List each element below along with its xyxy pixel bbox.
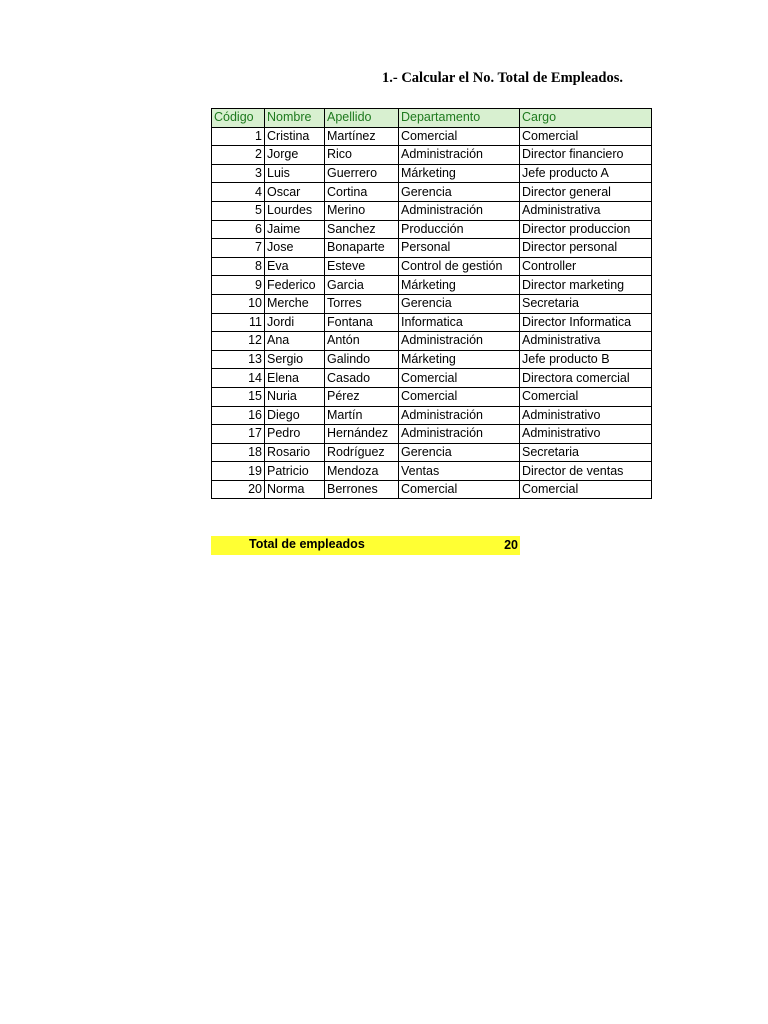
- cell-apellido: Bonaparte: [325, 239, 399, 258]
- total-row: [211, 536, 520, 555]
- cell-codigo: 20: [212, 480, 265, 499]
- cell-cargo: Comercial: [520, 387, 652, 406]
- cell-apellido: Mendoza: [325, 462, 399, 481]
- cell-apellido: Galindo: [325, 350, 399, 369]
- cell-nombre: Ana: [265, 332, 325, 351]
- cell-apellido: Fontana: [325, 313, 399, 332]
- cell-codigo: 19: [212, 462, 265, 481]
- cell-cargo: Administrativo: [520, 425, 652, 444]
- table-row: [212, 313, 652, 332]
- total-value: 20: [504, 538, 518, 552]
- cell-apellido: Sanchez: [325, 220, 399, 239]
- cell-departamento: Márketing: [399, 164, 520, 183]
- cell-apellido: Cortina: [325, 183, 399, 202]
- cell-cargo: Comercial: [520, 127, 652, 146]
- cell-apellido: Rodríguez: [325, 443, 399, 462]
- cell-cargo: Administrativa: [520, 332, 652, 351]
- cell-cargo: Directora comercial: [520, 369, 652, 388]
- cell-apellido: Antón: [325, 332, 399, 351]
- cell-apellido: Esteve: [325, 257, 399, 276]
- header-cargo: Cargo: [520, 109, 652, 128]
- cell-departamento: Márketing: [399, 276, 520, 295]
- header-departamento: Departamento: [399, 109, 520, 128]
- cell-codigo: 1: [212, 127, 265, 146]
- table-body: [212, 127, 652, 499]
- cell-codigo: 9: [212, 276, 265, 295]
- cell-codigo: 10: [212, 294, 265, 313]
- table-row: [212, 387, 652, 406]
- cell-codigo: 15: [212, 387, 265, 406]
- cell-apellido: Casado: [325, 369, 399, 388]
- employees-table: [211, 108, 652, 499]
- table-row: [212, 257, 652, 276]
- cell-nombre: Jose: [265, 239, 325, 258]
- table-row: [212, 294, 652, 313]
- cell-nombre: Patricio: [265, 462, 325, 481]
- cell-nombre: Elena: [265, 369, 325, 388]
- cell-codigo: 8: [212, 257, 265, 276]
- cell-nombre: Jaime: [265, 220, 325, 239]
- table-row: [212, 201, 652, 220]
- cell-apellido: Merino: [325, 201, 399, 220]
- cell-departamento: Informatica: [399, 313, 520, 332]
- cell-nombre: Rosario: [265, 443, 325, 462]
- cell-codigo: 7: [212, 239, 265, 258]
- cell-codigo: 14: [212, 369, 265, 388]
- cell-apellido: Martín: [325, 406, 399, 425]
- cell-codigo: 17: [212, 425, 265, 444]
- cell-nombre: Jorge: [265, 146, 325, 165]
- cell-nombre: Federico: [265, 276, 325, 295]
- cell-departamento: Comercial: [399, 369, 520, 388]
- cell-departamento: Administración: [399, 406, 520, 425]
- cell-apellido: Martínez: [325, 127, 399, 146]
- cell-codigo: 16: [212, 406, 265, 425]
- cell-apellido: Rico: [325, 146, 399, 165]
- cell-codigo: 11: [212, 313, 265, 332]
- cell-nombre: Luis: [265, 164, 325, 183]
- cell-departamento: Comercial: [399, 480, 520, 499]
- cell-departamento: Personal: [399, 239, 520, 258]
- cell-departamento: Comercial: [399, 127, 520, 146]
- total-label: Total de empleados: [249, 537, 365, 551]
- cell-nombre: Pedro: [265, 425, 325, 444]
- cell-codigo: 5: [212, 201, 265, 220]
- cell-nombre: Lourdes: [265, 201, 325, 220]
- table-row: [212, 406, 652, 425]
- cell-departamento: Producción: [399, 220, 520, 239]
- cell-cargo: Director Informatica: [520, 313, 652, 332]
- cell-departamento: Gerencia: [399, 443, 520, 462]
- cell-departamento: Administración: [399, 425, 520, 444]
- cell-apellido: Torres: [325, 294, 399, 313]
- cell-cargo: Director produccion: [520, 220, 652, 239]
- table-row: [212, 239, 652, 258]
- table-row: [212, 276, 652, 295]
- table-row: [212, 425, 652, 444]
- table-row: [212, 127, 652, 146]
- cell-cargo: Administrativa: [520, 201, 652, 220]
- cell-codigo: 2: [212, 146, 265, 165]
- cell-departamento: Administración: [399, 146, 520, 165]
- cell-nombre: Nuria: [265, 387, 325, 406]
- cell-departamento: Ventas: [399, 462, 520, 481]
- cell-codigo: 13: [212, 350, 265, 369]
- cell-nombre: Oscar: [265, 183, 325, 202]
- cell-cargo: Secretaria: [520, 443, 652, 462]
- table-row: [212, 183, 652, 202]
- cell-cargo: Director de ventas: [520, 462, 652, 481]
- cell-cargo: Controller: [520, 257, 652, 276]
- cell-cargo: Director personal: [520, 239, 652, 258]
- table-row: [212, 146, 652, 165]
- cell-departamento: Administración: [399, 332, 520, 351]
- cell-cargo: Comercial: [520, 480, 652, 499]
- cell-apellido: Berrones: [325, 480, 399, 499]
- cell-cargo: Director marketing: [520, 276, 652, 295]
- table-row: [212, 220, 652, 239]
- header-nombre: Nombre: [265, 109, 325, 128]
- cell-apellido: Garcia: [325, 276, 399, 295]
- table-row: [212, 369, 652, 388]
- table-row: [212, 443, 652, 462]
- page-title: 1.- Calcular el No. Total de Empleados.: [382, 70, 624, 86]
- cell-cargo: Director general: [520, 183, 652, 202]
- table-row: [212, 480, 652, 499]
- table-row: [212, 350, 652, 369]
- cell-codigo: 12: [212, 332, 265, 351]
- cell-departamento: Control de gestión: [399, 257, 520, 276]
- cell-departamento: Gerencia: [399, 294, 520, 313]
- cell-cargo: Jefe producto B: [520, 350, 652, 369]
- cell-nombre: Cristina: [265, 127, 325, 146]
- cell-apellido: Hernández: [325, 425, 399, 444]
- cell-cargo: Administrativo: [520, 406, 652, 425]
- cell-apellido: Guerrero: [325, 164, 399, 183]
- cell-cargo: Director financiero: [520, 146, 652, 165]
- cell-apellido: Pérez: [325, 387, 399, 406]
- cell-nombre: Sergio: [265, 350, 325, 369]
- cell-departamento: Comercial: [399, 387, 520, 406]
- table-row: [212, 332, 652, 351]
- table-row: [212, 462, 652, 481]
- cell-codigo: 6: [212, 220, 265, 239]
- cell-departamento: Gerencia: [399, 183, 520, 202]
- cell-nombre: Norma: [265, 480, 325, 499]
- header-codigo: Código: [212, 109, 265, 128]
- cell-nombre: Merche: [265, 294, 325, 313]
- cell-nombre: Jordi: [265, 313, 325, 332]
- cell-nombre: Diego: [265, 406, 325, 425]
- cell-codigo: 18: [212, 443, 265, 462]
- header-apellido: Apellido: [325, 109, 399, 128]
- cell-codigo: 4: [212, 183, 265, 202]
- cell-departamento: Márketing: [399, 350, 520, 369]
- table-header-row: [212, 109, 652, 128]
- table-row: [212, 164, 652, 183]
- cell-cargo: Secretaria: [520, 294, 652, 313]
- cell-codigo: 3: [212, 164, 265, 183]
- cell-cargo: Jefe producto A: [520, 164, 652, 183]
- cell-departamento: Administración: [399, 201, 520, 220]
- cell-nombre: Eva: [265, 257, 325, 276]
